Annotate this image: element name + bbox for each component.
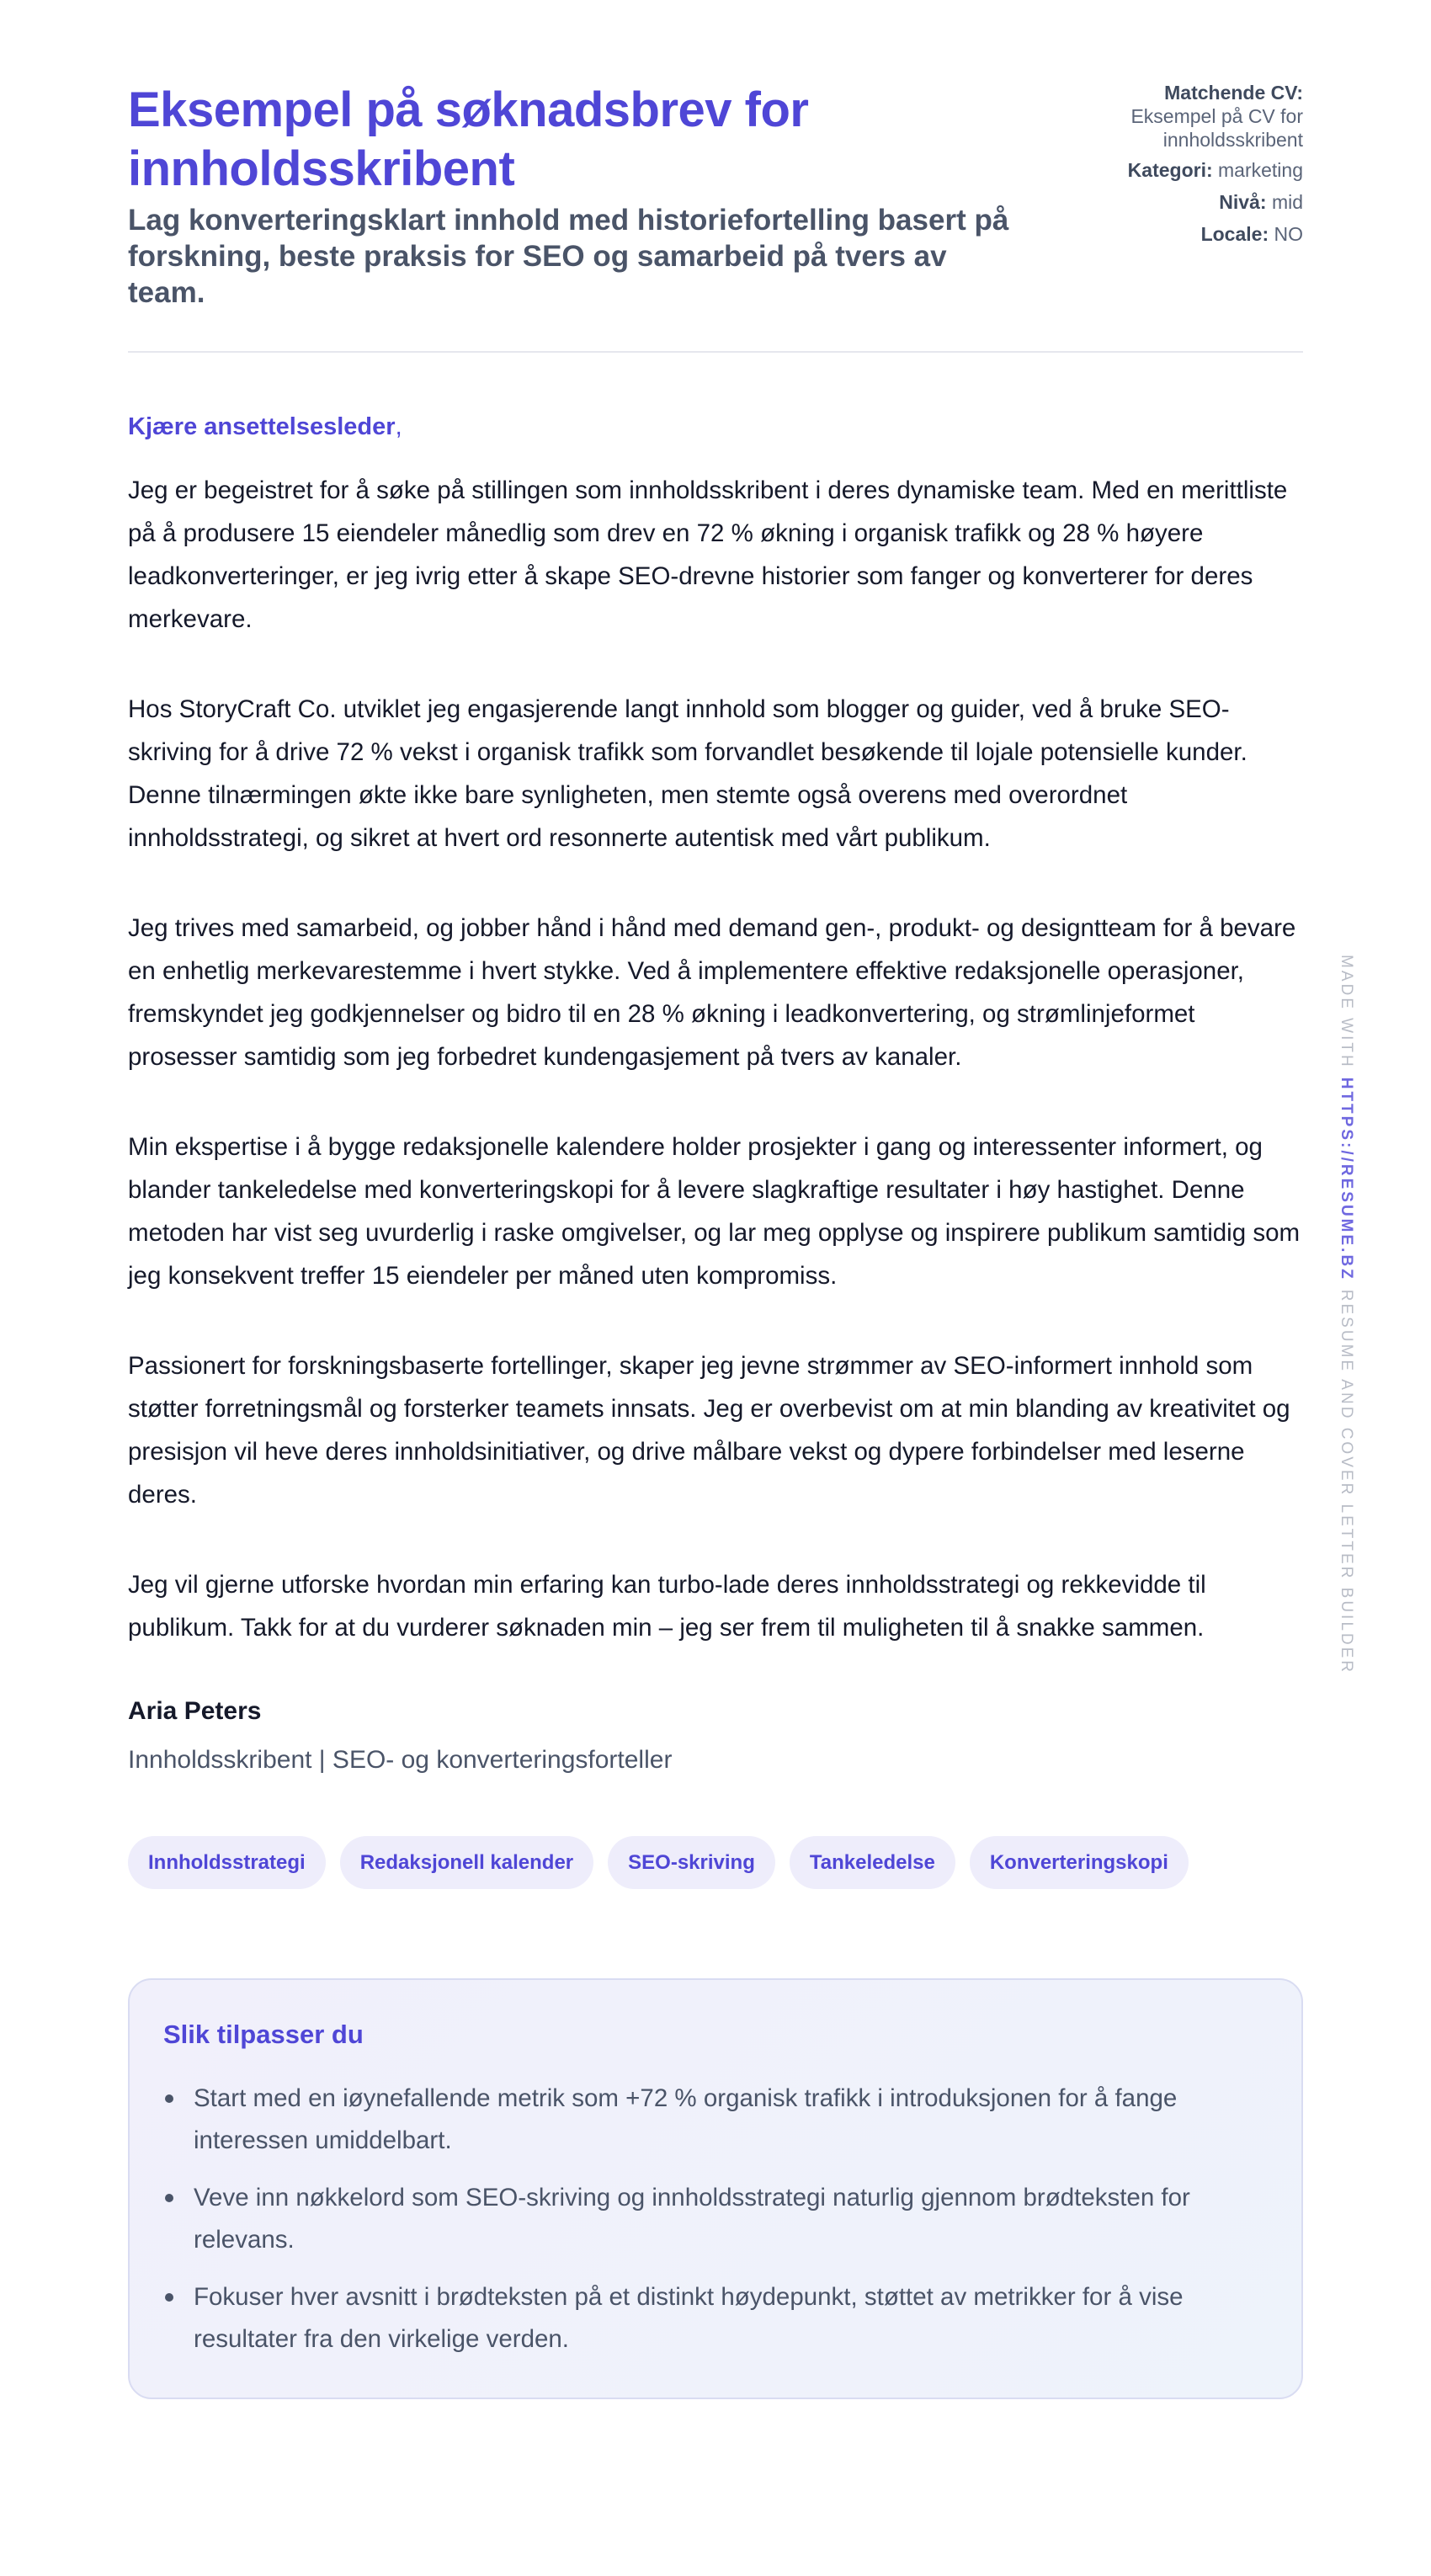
meta-matching-cv-value[interactable]: Eksempel på CV for innholdsskribent	[1130, 105, 1303, 151]
signature-block	[128, 1696, 1303, 1775]
header-titles	[128, 81, 1020, 311]
signature-name: Aria Peters	[128, 1697, 262, 1725]
watermark-prefix: MADE WITH	[1338, 955, 1355, 1069]
letter-paragraph: Hos StoryCraft Co. utviklet jeg engasjerende langt innhold som blogger og guider, ved å bruke SEO-skriving for å drive 72 % vekst i organisk trafikk som forvandlet besøkende til lojale potensielle kunder. Denne tilnærmingen økte ikke bare synligheten, men stemte også overens med overordnet innholdsstrategi, og sikret at hvert ord resonnerte autentisk med vårt publikum.	[128, 695, 1247, 852]
meta-locale-value: NO	[1274, 223, 1303, 245]
skill-tag[interactable]: Konverteringskopi	[970, 1836, 1189, 1889]
letter-body	[128, 469, 1303, 1649]
skill-tag[interactable]: Redaksjonell kalender	[340, 1836, 593, 1889]
letter-paragraph: Jeg trives med samarbeid, og jobber hånd i hånd med demand gen-, produkt- og designtteam for å bevare en enhetlig merkevarestemme i hvert stykke. Ved å implementere effektive redaksjonelle operasjoner, fremskyndet jeg godkjennelser og bidro til en 28 % økning i leadkonvertering, og strømlinjeformet prosesser samtidig som jeg forbedret kundengasjement på tvers av kanaler.	[128, 914, 1296, 1071]
tips-title: Slik tilpasser du	[163, 2020, 364, 2049]
customization-tips-box	[128, 1978, 1303, 2399]
tip-item: Fokuser hver avsnitt i brødteksten på et distinkt høydepunkt, støttet av metrikker for å vise resultater fra den virkelige verden.	[163, 2276, 1268, 2360]
skill-tag[interactable]: SEO-skriving	[608, 1836, 775, 1889]
meta-category-label: Kategori:	[1127, 159, 1213, 181]
meta-matching-cv	[1051, 81, 1303, 152]
made-with-watermark	[1337, 955, 1355, 1674]
tip-item: Start med en iøynefallende metrik som +72 % organisk trafikk i introduksjonen for å fange interessen umiddelbart.	[163, 2078, 1268, 2162]
signature-title: Innholdsskribent | SEO- og konverteringsforteller	[128, 1746, 673, 1774]
cover-letter-page	[128, 81, 1303, 2399]
greeting-punctuation: ,	[395, 413, 402, 440]
meta-level	[1051, 190, 1303, 214]
greeting-text: Kjære ansettelsesleder	[128, 413, 396, 440]
tips-list	[163, 2078, 1268, 2360]
skill-tag[interactable]: Innholdsstrategi	[128, 1836, 326, 1889]
page-subtitle: Lag konverteringsklart innhold med historiefortelling basert på forskning, beste praksis for SEO og samarbeid på tvers av team.	[128, 204, 1009, 309]
meta-level-value: mid	[1271, 191, 1303, 213]
letter-paragraph: Min ekspertise i å bygge redaksjonelle kalendere holder prosjekter i gang og interessenter informert, og blander tankeledelse med konverteringskopi for å levere slagkraftige resultater i høy hastighet. Denne metoden har vist seg uvurderlig i raske omgivelser, og lar meg opplyse og inspirere publikum samtidig som jeg konsekvent treffer 15 eiendeler per måned uten kompromiss.	[128, 1133, 1301, 1290]
meta-category	[1051, 158, 1303, 182]
meta-locale	[1051, 222, 1303, 246]
letter-paragraph: Jeg er begeistret for å søke på stillingen som innholdsskribent i deres dynamiske team. Med en merittliste på å produsere 15 eiendeler månedlig som drev en 72 % økning i organisk trafikk og 28 % høyere leadkonverteringer, er jeg ivrig etter å skape SEO-drevne historier som fanger og konverterer for deres merkevare.	[128, 476, 1288, 633]
meta-matching-cv-label: Matchende CV:	[1164, 82, 1303, 104]
skill-tag[interactable]: Tankeledelse	[790, 1836, 955, 1889]
watermark-suffix: RESUME AND COVER LETTER BUILDER	[1338, 1289, 1355, 1675]
letter-greeting	[128, 412, 1303, 442]
meta-category-value: marketing	[1218, 159, 1303, 181]
page-title: Eksempel på søknadsbrev for innholdsskribent	[128, 82, 809, 196]
meta-locale-label: Locale:	[1200, 223, 1269, 245]
meta-panel	[1051, 81, 1303, 254]
meta-level-label: Nivå:	[1219, 191, 1267, 213]
letter-paragraph: Passionert for forskningsbaserte fortellinger, skaper jeg jevne strømmer av SEO-informert innhold som støtter forretningsmål og forsterker teamets innsats. Jeg er overbevist om at min blanding av kreativitet og presisjon vil heve deres innholdsinitiativer, og drive målbare vekst og dypere forbindelser med leserne deres.	[128, 1352, 1290, 1509]
skill-tags	[128, 1836, 1303, 1889]
letter-paragraph: Jeg vil gjerne utforske hvordan min erfaring kan turbo-lade deres innholdsstrategi og rekkevidde til publikum. Takk for at du vurderer søknaden min – jeg ser frem til muligheten til å snakke sammen.	[128, 1571, 1206, 1642]
letter-header	[128, 81, 1303, 353]
watermark-link[interactable]: HTTPS://RESUME.BZ	[1338, 1077, 1355, 1281]
tip-item: Veve inn nøkkelord som SEO-skriving og innholdsstrategi naturlig gjennom brødteksten for relevans.	[163, 2177, 1268, 2261]
